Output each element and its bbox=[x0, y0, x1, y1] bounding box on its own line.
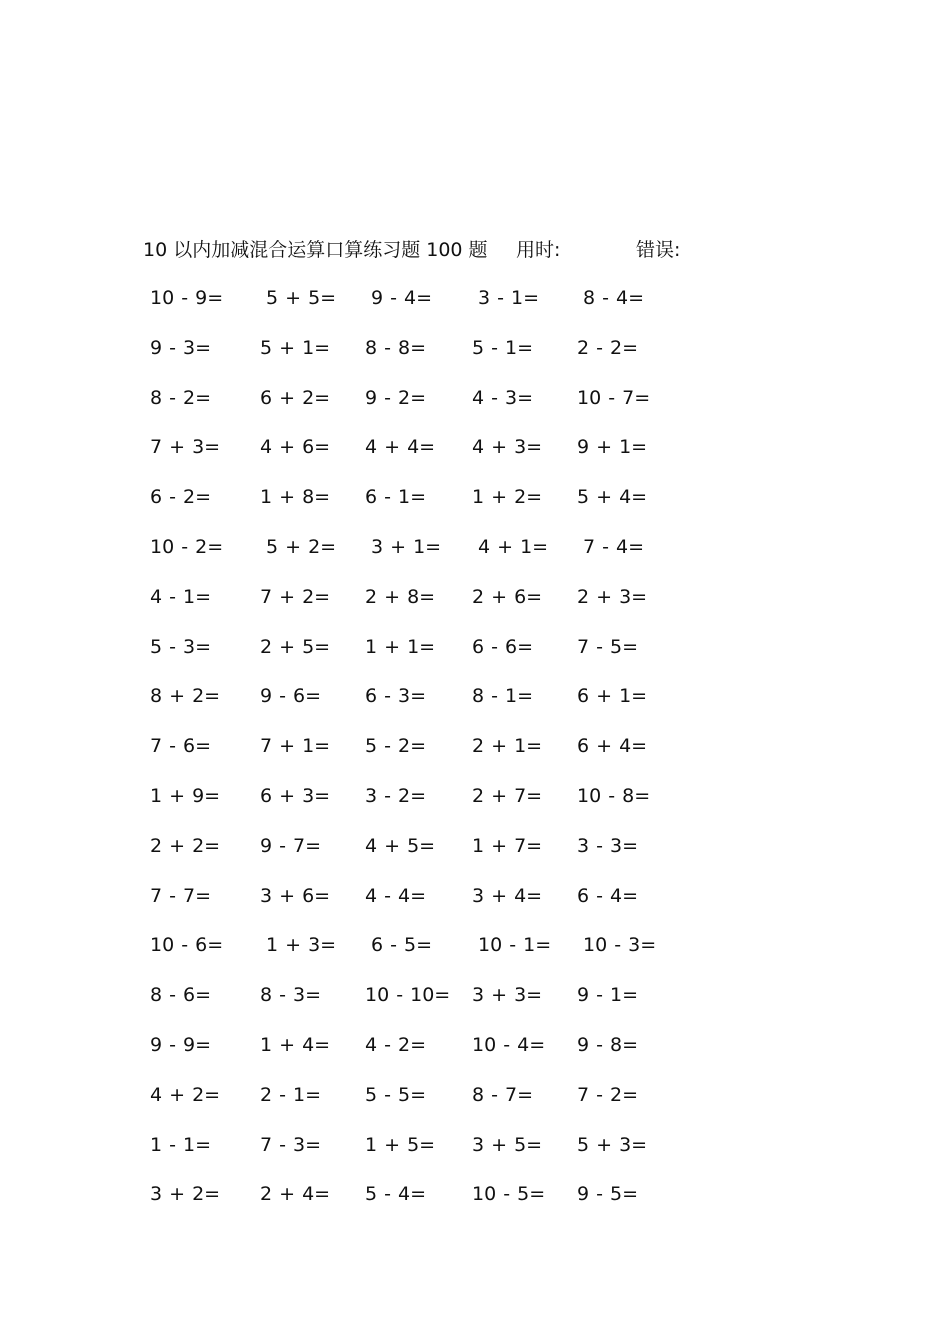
arithmetic-problem: 1 - 1= bbox=[150, 1133, 212, 1156]
problem-row bbox=[140, 828, 700, 878]
arithmetic-problem: 3 + 2= bbox=[150, 1183, 221, 1206]
arithmetic-problem: 4 + 1= bbox=[478, 535, 549, 558]
arithmetic-problem: 5 + 1= bbox=[260, 336, 331, 359]
arithmetic-problem: 9 - 8= bbox=[577, 1033, 639, 1056]
arithmetic-problem: 1 + 4= bbox=[260, 1033, 331, 1056]
arithmetic-problem: 6 - 2= bbox=[150, 486, 212, 509]
problem-row bbox=[140, 479, 700, 529]
arithmetic-problem: 10 - 2= bbox=[150, 535, 224, 558]
arithmetic-problem: 2 + 8= bbox=[365, 585, 436, 608]
arithmetic-problem: 5 - 5= bbox=[365, 1083, 427, 1106]
problem-row bbox=[140, 1027, 700, 1077]
arithmetic-problem: 4 - 2= bbox=[365, 1033, 427, 1056]
arithmetic-problem: 8 - 6= bbox=[150, 984, 212, 1007]
arithmetic-problem: 6 - 3= bbox=[365, 685, 427, 708]
arithmetic-problem: 7 - 7= bbox=[150, 884, 212, 907]
arithmetic-problem: 1 + 2= bbox=[472, 486, 543, 509]
arithmetic-problem: 4 - 1= bbox=[150, 585, 212, 608]
arithmetic-problem: 5 + 2= bbox=[266, 535, 337, 558]
arithmetic-problem: 9 - 4= bbox=[371, 287, 433, 309]
problem-row bbox=[140, 330, 700, 380]
arithmetic-problem: 3 + 6= bbox=[260, 884, 331, 907]
arithmetic-problem: 7 - 5= bbox=[577, 635, 639, 658]
arithmetic-problem: 9 - 9= bbox=[150, 1033, 212, 1056]
problem-row bbox=[140, 778, 700, 828]
problem-row bbox=[140, 429, 700, 479]
arithmetic-problem: 8 - 2= bbox=[150, 386, 212, 409]
arithmetic-problem: 4 + 6= bbox=[260, 436, 331, 459]
arithmetic-problem: 6 + 4= bbox=[577, 735, 648, 758]
arithmetic-problem: 8 + 2= bbox=[150, 685, 221, 708]
arithmetic-problem: 10 - 9= bbox=[150, 287, 224, 309]
arithmetic-problem: 2 + 5= bbox=[260, 635, 331, 658]
arithmetic-problem: 8 - 3= bbox=[260, 984, 322, 1007]
arithmetic-problem: 4 - 4= bbox=[365, 884, 427, 907]
arithmetic-problem: 8 - 1= bbox=[472, 685, 534, 708]
problem-row bbox=[140, 280, 700, 330]
arithmetic-problem: 3 + 4= bbox=[472, 884, 543, 907]
arithmetic-problem: 4 + 5= bbox=[365, 834, 436, 857]
arithmetic-problem: 5 - 2= bbox=[365, 735, 427, 758]
worksheet-title: 10 以内加减混合运算口算练习题 100 题 bbox=[143, 239, 488, 261]
problem-row bbox=[140, 629, 700, 679]
arithmetic-problem: 10 - 10= bbox=[365, 984, 451, 1007]
arithmetic-problem: 7 - 4= bbox=[583, 535, 645, 558]
arithmetic-problem: 5 - 4= bbox=[365, 1183, 427, 1206]
arithmetic-problem: 9 - 2= bbox=[365, 386, 427, 409]
arithmetic-problem: 6 - 1= bbox=[365, 486, 427, 509]
arithmetic-problem: 7 - 3= bbox=[260, 1133, 322, 1156]
problem-row bbox=[140, 1127, 700, 1177]
arithmetic-problem: 4 - 3= bbox=[472, 386, 534, 409]
arithmetic-problem: 10 - 7= bbox=[577, 386, 651, 409]
arithmetic-problem: 6 - 5= bbox=[371, 934, 433, 957]
arithmetic-problem: 2 - 2= bbox=[577, 336, 639, 359]
arithmetic-problem: 9 - 1= bbox=[577, 984, 639, 1007]
arithmetic-problem: 3 + 1= bbox=[371, 535, 442, 558]
arithmetic-problem: 1 + 5= bbox=[365, 1133, 436, 1156]
arithmetic-problem: 2 + 1= bbox=[472, 735, 543, 758]
arithmetic-problem: 5 - 1= bbox=[472, 336, 534, 359]
arithmetic-problem: 8 - 4= bbox=[583, 287, 645, 309]
arithmetic-problem: 1 + 3= bbox=[266, 934, 337, 957]
arithmetic-problem: 6 + 3= bbox=[260, 784, 331, 807]
arithmetic-problem: 2 + 4= bbox=[260, 1183, 331, 1206]
arithmetic-problem: 1 + 9= bbox=[150, 784, 221, 807]
arithmetic-problem: 2 + 2= bbox=[150, 834, 221, 857]
arithmetic-problem: 7 + 3= bbox=[150, 436, 221, 459]
arithmetic-problem: 10 - 5= bbox=[472, 1183, 546, 1206]
arithmetic-problem: 6 + 1= bbox=[577, 685, 648, 708]
arithmetic-problem: 8 - 8= bbox=[365, 336, 427, 359]
problem-row bbox=[140, 878, 700, 928]
problem-row bbox=[140, 678, 700, 728]
arithmetic-problem: 9 + 1= bbox=[577, 436, 648, 459]
worksheet-header bbox=[143, 232, 763, 268]
arithmetic-problem: 3 + 5= bbox=[472, 1133, 543, 1156]
arithmetic-problem: 9 - 5= bbox=[577, 1183, 639, 1206]
arithmetic-problem: 2 - 1= bbox=[260, 1083, 322, 1106]
problem-row bbox=[140, 927, 700, 977]
arithmetic-problem: 10 - 1= bbox=[478, 934, 552, 957]
arithmetic-problem: 7 + 1= bbox=[260, 735, 331, 758]
arithmetic-problem: 10 - 6= bbox=[150, 934, 224, 957]
problem-row bbox=[140, 728, 700, 778]
arithmetic-problem: 3 + 3= bbox=[472, 984, 543, 1007]
arithmetic-problem: 4 + 2= bbox=[150, 1083, 221, 1106]
arithmetic-problem: 9 - 3= bbox=[150, 336, 212, 359]
errors-label: 错误: bbox=[636, 239, 681, 261]
problem-row bbox=[140, 1176, 700, 1226]
arithmetic-problem: 10 - 8= bbox=[577, 784, 651, 807]
arithmetic-problem: 8 - 7= bbox=[472, 1083, 534, 1106]
arithmetic-problem: 7 - 6= bbox=[150, 735, 212, 758]
arithmetic-problem: 1 + 1= bbox=[365, 635, 436, 658]
arithmetic-problem: 2 + 3= bbox=[577, 585, 648, 608]
arithmetic-problem: 6 - 6= bbox=[472, 635, 534, 658]
arithmetic-problem: 3 - 2= bbox=[365, 784, 427, 807]
problem-grid bbox=[140, 280, 700, 1226]
arithmetic-problem: 4 + 3= bbox=[472, 436, 543, 459]
time-used-label: 用时: bbox=[516, 239, 561, 261]
arithmetic-problem: 2 + 6= bbox=[472, 585, 543, 608]
problem-row bbox=[140, 579, 700, 629]
arithmetic-problem: 5 - 3= bbox=[150, 635, 212, 658]
arithmetic-problem: 6 + 2= bbox=[260, 386, 331, 409]
arithmetic-problem: 7 - 2= bbox=[577, 1083, 639, 1106]
arithmetic-problem: 5 + 5= bbox=[266, 287, 337, 309]
arithmetic-problem: 4 + 4= bbox=[365, 436, 436, 459]
problem-row bbox=[140, 380, 700, 430]
problem-row bbox=[140, 529, 700, 579]
arithmetic-problem: 3 - 3= bbox=[577, 834, 639, 857]
arithmetic-problem: 1 + 7= bbox=[472, 834, 543, 857]
arithmetic-problem: 5 + 4= bbox=[577, 486, 648, 509]
problem-row bbox=[140, 1077, 700, 1127]
arithmetic-problem: 9 - 6= bbox=[260, 685, 322, 708]
arithmetic-problem: 9 - 7= bbox=[260, 834, 322, 857]
arithmetic-problem: 6 - 4= bbox=[577, 884, 639, 907]
arithmetic-problem: 10 - 4= bbox=[472, 1033, 546, 1056]
arithmetic-problem: 7 + 2= bbox=[260, 585, 331, 608]
arithmetic-problem: 10 - 3= bbox=[583, 934, 657, 957]
arithmetic-problem: 3 - 1= bbox=[478, 287, 540, 309]
arithmetic-problem: 1 + 8= bbox=[260, 486, 331, 509]
arithmetic-problem: 5 + 3= bbox=[577, 1133, 648, 1156]
arithmetic-problem: 2 + 7= bbox=[472, 784, 543, 807]
problem-row bbox=[140, 977, 700, 1027]
